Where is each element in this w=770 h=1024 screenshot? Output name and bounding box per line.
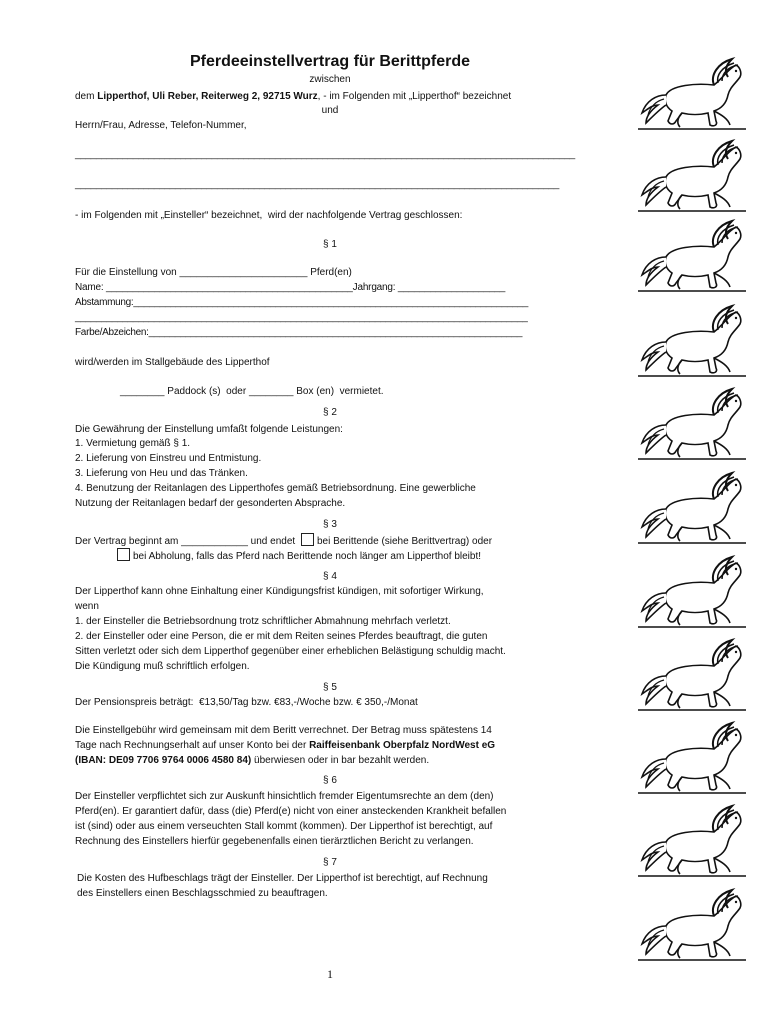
horse-icon (636, 385, 748, 465)
s1-name: Name: ______________________________________________Jahrgang: ____________________ (75, 282, 506, 293)
s5-bank-line: Tage nach Rechnungserhalt auf unser Konto bei der Raiffeisenbank Oberpfalz NordWest eG (75, 740, 496, 751)
horse-icon (636, 55, 748, 135)
horse-icon (636, 217, 748, 297)
s2-line: Nutzung der Reitanlagen bedarf der gesonderten Absprache. (75, 498, 346, 509)
s4-heading: § 4 (323, 571, 337, 582)
horse-icon (636, 636, 748, 716)
zwischen-label: zwischen (309, 74, 351, 85)
s1-einstellung: Für die Einstellung von _______________________ Pferd(en) (75, 267, 352, 278)
page-number: 1 (327, 967, 333, 981)
s6-line: Pferd(en). Er garantiert dafür, dass (die) Pferd(e) nicht von einer ansteckenden Krankheit befallen (75, 806, 507, 817)
s1-heading: § 1 (323, 239, 337, 250)
s5-line: Die Einstellgebühr wird gemeinsam mit dem Beritt verrechnet. Der Betrag muss spätestens 14 (75, 725, 492, 736)
horse-icon (636, 302, 748, 382)
s5-heading: § 5 (323, 682, 337, 693)
s7-line: des Einstellers einen Beschlagsschmied zu beauftragen. (77, 888, 328, 899)
party-line: dem Lipperthof, Uli Reber, Reiterweg 2, 92715 Wurz, - im Folgenden mit „Lipperthof“ bezeichnet (75, 91, 512, 102)
document-title: Pferdeeinstellvertrag für Berittpferde (189, 53, 471, 70)
horse-icon (636, 886, 748, 966)
berittende-checkbox[interactable] (301, 533, 314, 546)
horse-icon (636, 469, 748, 549)
s2-heading: § 2 (323, 407, 337, 418)
s7-line: Die Kosten des Hufbeschlags trägt der Einsteller. Der Lipperthof ist berechtigt, auf Rechnung (77, 873, 488, 884)
s5-price: Der Pensionspreis beträgt: €13,50/Tag bzw. €83,-/Woche bzw. € 350,-/Monat (75, 697, 418, 708)
address-line-1: _______________________________________________________________________________________________ (75, 149, 575, 160)
s1-blank-line: ______________________________________________________________________________________ (75, 312, 528, 323)
s2-line: 2. Lieferung von Einstreu und Entmistung. (75, 453, 262, 464)
horse-icon (636, 137, 748, 217)
s1-paddock: ________ Paddock (s) oder ________ Box (en) vermietet. (120, 386, 384, 397)
und-label: und (321, 105, 339, 116)
einsteller-statement: - im Folgenden mit „Einsteller“ bezeichnet, wird der nachfolgende Vertrag geschlossen: (75, 210, 463, 221)
s2-line: 3. Lieferung von Heu und das Tränken. (75, 468, 248, 479)
s3-heading: § 3 (323, 519, 337, 530)
s6-line: Rechnung des Einstellers hierfür gegebenenfalls einen tierärztlichen Bericht zu verlangen. (75, 836, 474, 847)
s1-farbe: Farbe/Abzeichen:_______________________________________________________________________ (75, 327, 523, 338)
s2-line: Die Gewährung der Einstellung umfaßt folgende Leistungen: (75, 424, 343, 435)
herrn-label: Herrn/Frau, Adresse, Telefon-Nummer, (75, 120, 247, 131)
address-line-2: ____________________________________________________________________________________________ (75, 179, 560, 190)
abholung-checkbox[interactable] (117, 548, 130, 561)
s4-line: wenn (75, 601, 99, 612)
s4-line: 2. der Einsteller oder eine Person, die er mit dem Reiten seines Pferdes beauftragt, die guten (75, 631, 488, 642)
s4-line: Die Kündigung muß schriftlich erfolgen. (75, 661, 250, 672)
s1-abstammung: Abstammung:___________________________________________________________________________ (75, 297, 529, 308)
s6-line: ist (sind) oder aus einem verseuchten Stall kommt (kommen). Der Lipperthof ist berechtigt, auf (75, 821, 493, 832)
s5-iban-line: (IBAN: DE09 7706 9764 0006 4580 84) überwiesen oder in bar bezahlt werden. (75, 755, 430, 766)
s4-line: 1. der Einsteller die Betriebsordnung trotz schriftlicher Abmahnung mehrfach verletzt. (75, 616, 451, 627)
s2-line: 1. Vermietung gemäß § 1. (75, 438, 191, 449)
horse-icon (636, 553, 748, 633)
s1-stall: wird/werden im Stallgebäude des Lipperthof (75, 357, 270, 368)
horse-icon (636, 802, 748, 882)
s6-line: Der Einsteller verpflichtet sich zur Auskunft hinsichtlich fremder Eigentumsrechte an dem (den) (75, 791, 494, 802)
s4-line: Sitten verletzt oder sich dem Lipperthof gegenüber einer erheblichen Belästigung schuldig macht. (75, 646, 506, 657)
s7-heading: § 7 (323, 857, 337, 868)
s2-line: 4. Benutzung der Reitanlagen des Lipperthofes gemäß Betriebsordnung. Eine gewerbliche (75, 483, 476, 494)
s3-start-line: Der Vertrag beginnt am ____________ und endet bei Berittende (siehe Berittvertrag) oder (75, 533, 492, 549)
horse-icon (636, 719, 748, 799)
s3-abholung-line: bei Abholung, falls das Pferd nach Berittende noch länger am Lipperthof bleibt! (117, 548, 481, 564)
s6-heading: § 6 (323, 775, 337, 786)
s4-line: Der Lipperthof kann ohne Einhaltung einer Kündigungsfrist kündigen, mit sofortiger Wirkung, (75, 586, 484, 597)
